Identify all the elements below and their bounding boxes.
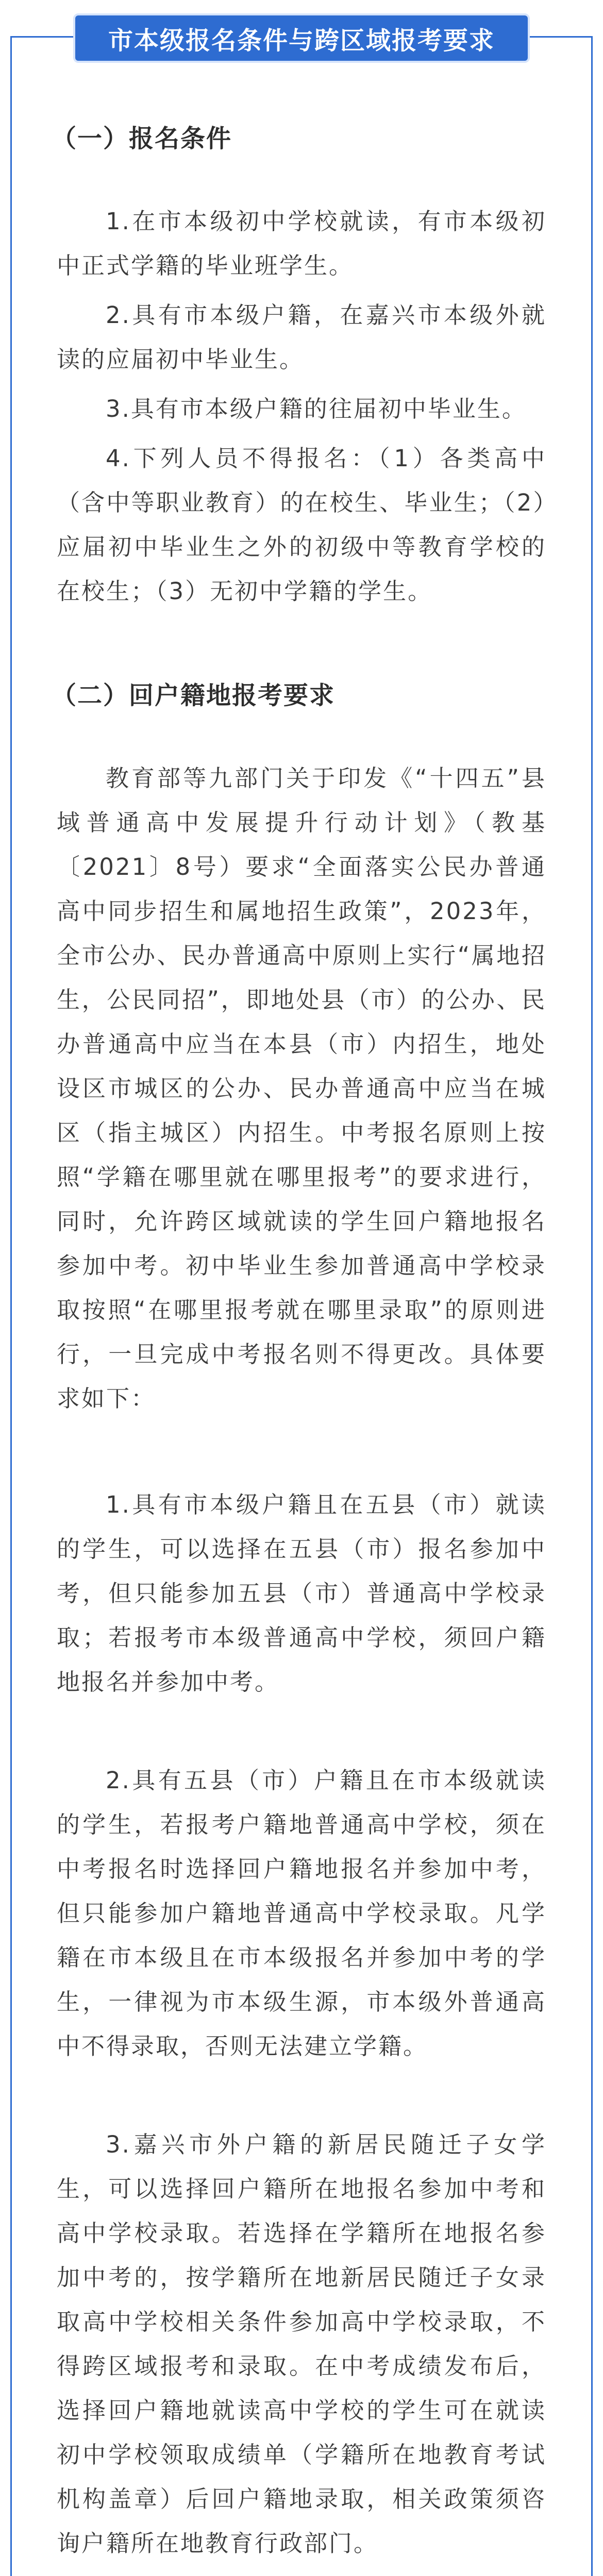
- section-heading-return-registration: （二）回户籍地报考要求: [52, 681, 336, 710]
- requirement-item: 3.嘉兴市外户籍的新居民随迁子女学生，可以选择回户籍所在地报名参加中考和高中学校录取。若选择在学籍所在地报名参加中考的，按学籍所在地新居民随迁子女录取高中学校相关条件参加高中学校录取，不得跨区域报考和录取。在中考成绩发布后，选择回户籍地就读高中学校的学生可在就读初中学校领取成绩单（学籍所在地教育考试机构盖章）后回户籍地录取，相关政策须咨询户籍所在地教育行政部门。: [57, 2131, 546, 2557]
- intro-paragraph: 教育部等九部门关于印发《“十四五”县域普通高中发展提升行动计划》（教基〔2021〕8号）要求“全面落实公民办普通高中同步招生和属地招生政策”，2023年，全市公办、民办普通高中原则上实行“属地招生，公民同招”，即地处县（市）的公办、民办普通高中应当在本县（市）内招生，地处设区市城区的公办、民办普通高中应当在城区（指主城区）内招生。中考报名原则上按照“学籍在哪里就在哪里报考”的要求进行，同时，允许跨区域就读的学生回户籍地报名参加中考。初中毕业生参加普通高中学校录取按照“在哪里报考就在哪里录取”的原则进行，一旦完成中考报名则不得更改。具体要求如下：: [57, 765, 546, 1412]
- condition-item: 2.具有市本级户籍，在嘉兴市本级外就读的应届初中毕业生。: [57, 301, 546, 373]
- frame-border-right: [591, 36, 593, 2576]
- page-title: 市本级报名条件与跨区域报考要求: [108, 26, 495, 55]
- condition-item: 3.具有市本级户籍的往届初中毕业生。: [106, 395, 527, 422]
- requirement-item: 1.具有市本级户籍且在五县（市）就读的学生，可以选择在五县（市）报名参加中考，但只能参加五县（市）普通高中学校录取；若报考市本级普通高中学校，须回户籍地报名并参加中考。: [57, 1491, 546, 1696]
- requirement-item: 2.具有五县（市）户籍且在市本级就读的学生，若报考户籍地普通高中学校，须在中考报名时选择回户籍地报名并参加中考，但只能参加户籍地普通高中学校录取。凡学籍在市本级且在市本级报名并参加中考的学生，一律视为市本级生源，市本级外普通高中不得录取，否则无法建立学籍。: [57, 1767, 546, 2060]
- title-pill: [73, 13, 530, 63]
- frame-border-left: [10, 36, 12, 2576]
- condition-item: 4.下列人员不得报名：（1）各类高中（含中等职业教育）的在校生、毕业生；（2）应届初中毕业生之外的初级中等教育学校的在校生；（3）无初中学籍的学生。: [57, 445, 546, 605]
- condition-item: 1.在市本级初中学校就读，有市本级初中正式学籍的毕业班学生。: [57, 208, 546, 279]
- title-banner: [0, 0, 603, 77]
- article-content: [52, 118, 546, 2576]
- section-heading-registration-conditions: （一）报名条件: [52, 124, 232, 153]
